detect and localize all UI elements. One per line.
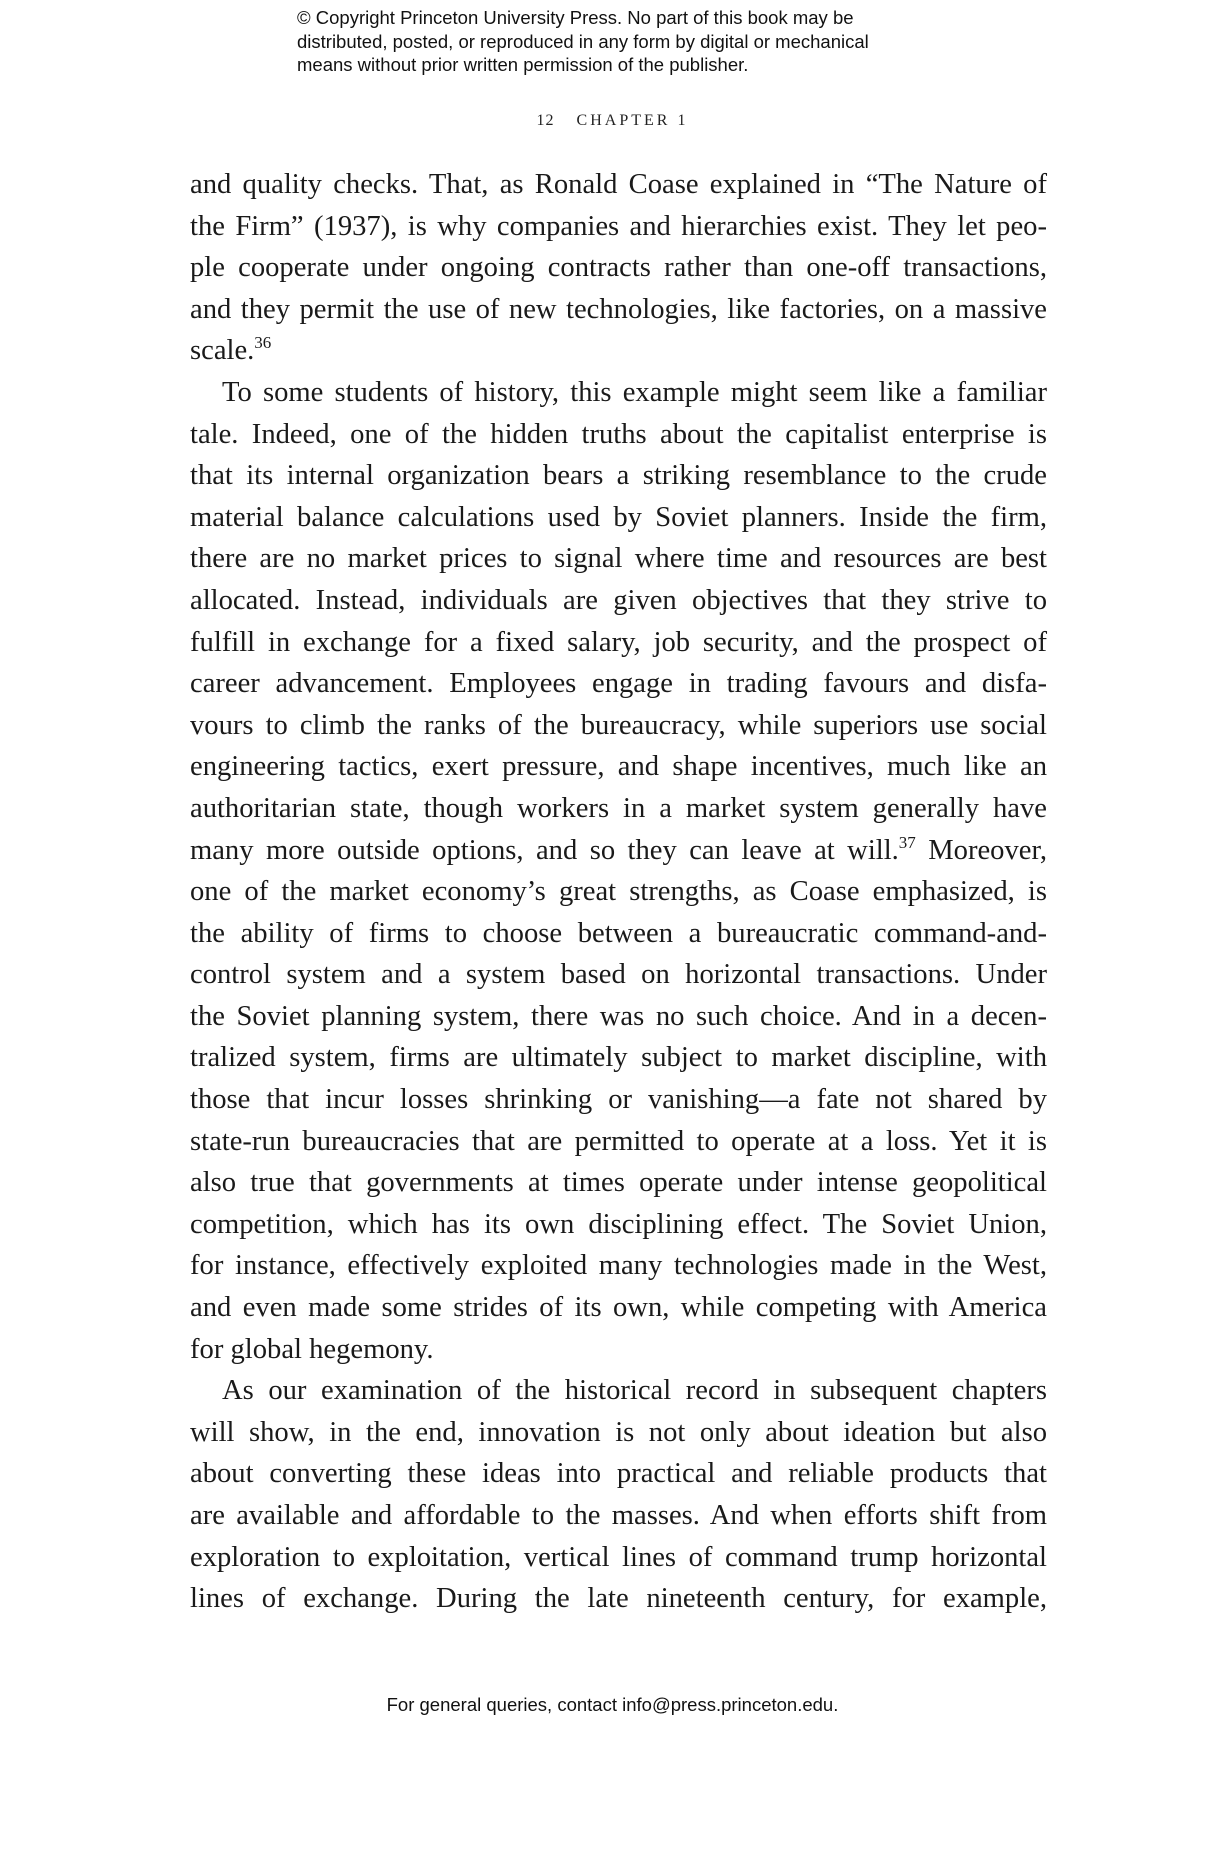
text-line: the ability of firms to choose between a bureaucratic command-and-: [190, 917, 1047, 949]
text-line: career advancement. Employees engage in trading favours and disfa-: [190, 668, 1047, 700]
text-line: material balance calculations used by Soviet planners. Inside the firm,: [190, 501, 1047, 533]
text-line: competition, which has its own disciplining effect. The Soviet Union,: [190, 1208, 1047, 1240]
text-line: [190, 830, 1047, 872]
text-line: To some students of history, this example might seem like a familiar: [222, 376, 1047, 408]
copyright-line: distributed, posted, or reproduced in any form by digital or mechanical: [297, 30, 869, 52]
text-line: authoritarian state, though workers in a market system generally have: [190, 792, 1047, 824]
text-line: engineering tactics, exert pressure, and shape incentives, much like an: [190, 751, 1047, 783]
chapter-label: CHAPTER 1: [576, 112, 689, 129]
text-fragment: Moreover,: [915, 834, 1047, 866]
text-line: fulfill in exchange for a fixed salary, job security, and the prospect of: [190, 626, 1047, 658]
text-line: also true that governments at times operate under intense geopolitical: [190, 1167, 1047, 1199]
text-line: and quality checks. That, as Ronald Coase explained in “The Nature of: [190, 169, 1047, 200]
text-line: for instance, effectively exploited many technologies made in the West,: [190, 1250, 1047, 1282]
footnote-ref: 36: [254, 333, 272, 353]
text-line: for global hegemony.: [190, 1333, 434, 1365]
footer-contact: For general queries, contact info@press.princeton.edu.: [386, 1694, 839, 1715]
text-fragment: many more outside options, and so they can leave at will.: [190, 834, 899, 866]
text-fragment: scale.: [190, 335, 255, 367]
text-line: allocated. Instead, individuals are given objectives that they strive to: [190, 584, 1047, 616]
text-line: and they permit the use of new technologies, like factories, on a massive: [190, 293, 1047, 325]
footnote-ref: 37: [898, 832, 916, 852]
copyright-notice: [297, 6, 997, 77]
text-line: are available and affordable to the masses. And when efforts shift from: [190, 1500, 1047, 1531]
text-line: ple cooperate under ongoing contracts rather than one-off transactions,: [190, 252, 1047, 284]
text-line: [190, 330, 1047, 372]
text-line: and even made some strides of its own, while competing with America: [190, 1292, 1047, 1324]
text-line: lines of exchange. During the late nineteenth century, for example,: [190, 1583, 1047, 1615]
text-line: about converting these ideas into practical and reliable products that: [190, 1458, 1047, 1490]
body-text: [190, 164, 1047, 1620]
text-line: tralized system, firms are ultimately subject to market discipline, with: [190, 1042, 1047, 1074]
text-line: one of the market economy’s great strengths, as Coase emphasized, is: [190, 876, 1047, 908]
text-line: those that incur losses shrinking or vanishing—a fate not shared by: [190, 1084, 1047, 1116]
text-line: exploration to exploitation, vertical lines of command trump horizontal: [190, 1541, 1047, 1573]
text-line: the Soviet planning system, there was no such choice. And in a decen-: [190, 1000, 1047, 1032]
text-line: will show, in the end, innovation is not only about ideation but also: [190, 1416, 1047, 1448]
text-line: control system and a system based on horizontal transactions. Under: [190, 959, 1047, 991]
copyright-line: means without prior written permission of the publisher.: [297, 54, 749, 75]
text-line: tale. Indeed, one of the hidden truths about the capitalist enterprise is: [190, 418, 1047, 450]
text-line: state-run bureaucracies that are permitted to operate at a loss. Yet it is: [190, 1125, 1047, 1157]
page-number: 12: [536, 112, 555, 129]
text-line: that its internal organization bears a striking resemblance to the crude: [190, 460, 1047, 492]
text-line: vours to climb the ranks of the bureaucracy, while superiors use social: [190, 709, 1047, 741]
text-line: there are no market prices to signal where time and resources are best: [190, 543, 1047, 575]
running-head: [0, 112, 1225, 130]
text-line: the Firm” (1937), is why companies and hierarchies exist. They let peo-: [190, 210, 1047, 242]
copyright-line: © Copyright Princeton University Press. No part of this book may be: [297, 7, 854, 28]
text-line: As our examination of the historical record in subsequent chapters: [222, 1375, 1047, 1407]
